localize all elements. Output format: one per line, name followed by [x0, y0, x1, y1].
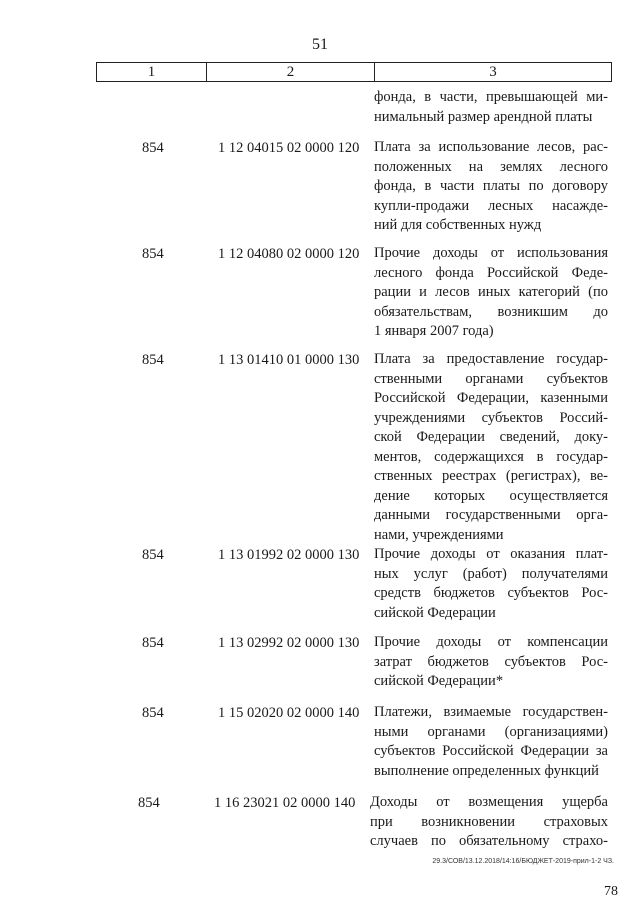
- continuation-text: [374, 88, 608, 127]
- desc-line: Российской Федерации, казенными: [374, 390, 608, 406]
- desc-line: данными государственными орга-: [374, 507, 608, 523]
- desc-line: ных услуг (работ) получателями: [374, 565, 608, 582]
- desc-line: дение которых осуществляется: [374, 487, 608, 504]
- admin-code: 854: [142, 547, 164, 563]
- header-col-3: 3: [489, 64, 497, 80]
- desc-line: Плата за использование лесов, рас-: [374, 139, 608, 155]
- admin-code: 854: [142, 246, 164, 262]
- desc-line: Прочие доходы от оказания плат-: [374, 546, 608, 562]
- row-description: [374, 350, 608, 545]
- desc-line: средств бюджетов субъектов Рос-: [374, 585, 608, 601]
- kbk-code: 1 12 04080 02 0000 120: [218, 246, 360, 262]
- desc-line: рации и лесов иных категорий (по: [374, 284, 608, 300]
- desc-line: фонда, в части, превышающей ми-: [374, 89, 608, 105]
- kbk-code: 1 13 01410 01 0000 130: [218, 352, 360, 368]
- desc-line: обязательствам, возникшим до: [374, 303, 608, 320]
- desc-line: ственных реестрах (регистрах), ве-: [374, 468, 608, 484]
- kbk-code: 1 12 04015 02 0000 120: [218, 140, 360, 156]
- desc-line: нами, учреждениями: [374, 526, 504, 543]
- row-description: [370, 793, 608, 852]
- desc-line: нимальный размер арендной платы: [374, 108, 593, 125]
- table-header: [96, 62, 612, 82]
- desc-line: Прочие доходы от компенсации: [374, 634, 608, 650]
- admin-code: 854: [142, 635, 164, 651]
- desc-line: положенных на землях лесного: [374, 158, 608, 175]
- desc-line: сийской Федерации: [374, 604, 496, 621]
- admin-code: 854: [142, 352, 164, 368]
- desc-line: субъектов Российской Федерации за: [374, 743, 608, 759]
- row-description: [374, 545, 608, 623]
- desc-line: Прочие доходы от использования: [374, 245, 608, 261]
- desc-line: ний для собственных нужд: [374, 217, 542, 233]
- desc-line: купли-продажи лесных насажде-: [374, 197, 608, 214]
- corner-page-number: 78: [604, 884, 618, 899]
- desc-line: ской Федерации сведений, доку-: [374, 429, 608, 445]
- desc-line: ментов, содержащихся в государ-: [374, 448, 608, 465]
- header-col-1: 1: [97, 63, 207, 81]
- desc-line: 1 января 2007 года): [374, 323, 494, 339]
- desc-line: при возникновении страховых: [370, 813, 608, 830]
- desc-line: случаев по обязательному страхо-: [370, 833, 608, 849]
- header-col-2: 2: [207, 63, 375, 81]
- desc-line: лесного фонда Российской Феде-: [374, 264, 608, 281]
- footer-file-note: 29.3/СОВ/13.12.2018/14:16/БЮДЖЕТ-2019-прил-1-2 ЧЗ.: [432, 858, 614, 865]
- row-description: [374, 703, 608, 781]
- kbk-code: 1 13 02992 02 0000 130: [218, 635, 360, 651]
- desc-line: Плата за предоставление государ-: [374, 351, 608, 367]
- desc-line: сийской Федерации*: [374, 673, 504, 689]
- desc-line: учреждениями субъектов Россий-: [374, 409, 608, 426]
- kbk-code: 1 13 01992 02 0000 130: [218, 547, 360, 563]
- kbk-code: 1 15 02020 02 0000 140: [218, 705, 360, 721]
- kbk-code: 1 16 23021 02 0000 140: [214, 795, 356, 811]
- desc-line: затрат бюджетов субъектов Рос-: [374, 653, 608, 670]
- desc-line: фонда, в части платы по договору: [374, 178, 608, 194]
- desc-line: ными органами (организациями): [374, 723, 608, 740]
- desc-line: Доходы от возмещения ущерба: [370, 794, 608, 810]
- admin-code: 854: [142, 705, 164, 721]
- admin-code: 854: [142, 140, 164, 156]
- row-description: [374, 244, 608, 342]
- page-number: 51: [312, 36, 328, 53]
- desc-line: выполнение определенных функций: [374, 762, 599, 779]
- row-description: [374, 633, 608, 692]
- desc-line: ственными органами субъектов: [374, 370, 608, 387]
- desc-line: Платежи, взимаемые государствен-: [374, 704, 608, 720]
- admin-code: 854: [138, 795, 160, 811]
- row-description: [374, 138, 608, 236]
